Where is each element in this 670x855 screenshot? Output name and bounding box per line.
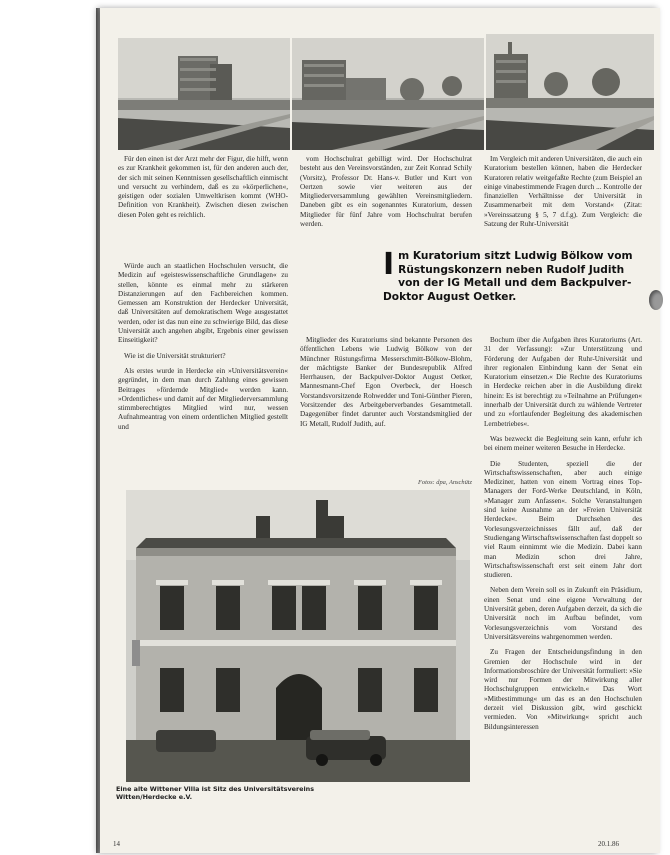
text-column-middle-center [300,336,472,435]
punch-hole [649,290,663,310]
text-column-top-left [118,155,288,226]
paragraph: vom Hochschulrat gebilligt wird. Der Hochschulrat besteht aus den Vereinsvorständen, zur Zeit Konrad Schily (Vorsitz), Professor Dr. Hans-v. Butler und Kurt von Oertzen sowie vier weiteren aus der Mitgliederversammlung gewählten Vereinsmitgliedern. Daneben gibt es ein sogenanntes Kuratorium, dessen Mitglieder für fünf Jahre vom Hochschulrat berufen werden. [300,155,472,229]
paragraph: Bochum über die Aufgaben ihres Kuratoriums (Art. 31 der Verfassung): »Zur Unterstützung und Förderung der Aufgaben der Ruhr-Universität und ihrer regionalen Einbindung kann der Senat ein Kuratorium einsetzen.« Die Rechte des Kuratoriums in Herdecke reichen aber in die Ausbildung direkt hinein: Es ist berechtigt zu »Teilnahme an Prüfungen« innerhalb der Universität durch zu wählende Vertreter und zu »fortlaufender Begleitung des akademischen Lernbetriebes«. [484,336,642,428]
text-column-top-middle [300,155,472,235]
dropcap: I [383,247,395,282]
photo-caption: Eine alte Wittener Villa ist Sitz des Universitätsvereins Witten/Herdecke e.V. [116,785,315,802]
photo-credit: Fotos: dpa, Anschütz [418,479,473,486]
page-edge-mark [132,640,140,666]
paragraph: Als erstes wurde in Herdecke ein »Universitätsverein« gegründet, in dem man durch Zahlung eines gewissen Beitrages »fördernde Mitglied« werden kann. »Ordentliches« und damit auf der Mitgliederversammlung stimmberechtigtes Mitglied wird nur, wessen Aufnahmeantrag von einem ordentlichen Mitglied gestellt und [118,366,288,431]
page-number: 14 [113,840,120,848]
paragraph: Was bezweckt die Begleitung sein kann, erfuhr ich bei einem meiner weiteren Besuche in Herdecke. [484,434,642,453]
paragraph: Im Vergleich mit anderen Universitäten, die auch ein Kuratorium bestellen können, haben die Herdecker Kuratoren relativ weitgefaßte Rechte (zum Beispiel an einige vinabestimmende Fragen durch ... Kontrolle der finanziellen Verhältnisse der Universität in Zusammenarbeit mit dem Vorstand« (Zitat: »Vereinssatzung § 5, 7 d.f.g). Zum Vergleich: die Satzung der Ruhr-Universität [484,155,642,229]
villa-photo [126,490,470,782]
text-column-top-right [484,155,642,235]
paragraph: Für den einen ist der Arzt mehr der Figur, die hilft, wenn es zur Krankheit gekommen ist, für den anderen auch der, der sich mit seinen Kenntnissen gesellschaftlich einmischt und versucht zu verhindern, daß es zu »körperlichen«, geistigen oder sozialen Umweltkrisen kommt (WHO-Definition von Krankheit). Zwischen diesen zwischen diesen Polen geht es reichlich. [118,155,288,219]
paragraph: Die Studenten, speziell die der Wirtschaftswissenschaften, aber auch einige Mediziner, hatten von einem Vortrag eines Top-Managers der Ford-Werke Deutschland, in Köln, »Manager zum Anfassen«. Solche Veranstaltungen sind keine Ausnahme an der »Freien Universität Herdecke«. Beim Durchsehen des Vorlesungsverzeichnisses fällt auf, daß der Studiengang Wirtschaftswissenschaften fast doppelt so viel Raum einnimmt wie die Medizin. Dabei kann man Medizin schon drei Jahre, Wirtschaftswissenschaft erst seit einem Jahr dort studieren. [484,459,642,580]
paragraph: Neben dem Verein soll es in Zukunft ein Präsidium, einen Senat und eine eigene Verwaltung der Universität geben, deren Aufgaben derzeit, da sich die Universität noch im Aufbau befindet, vom Vorlesungsverzeichnis vom Vorstand des Universitätsvereins wahrgenommen werden. [484,586,642,641]
pull-quote [383,247,638,304]
text-column-middle-left [118,262,288,438]
paragraph: Mitglieder des Kuratoriums sind bekannte Personen des öffentlichen Lebens wie Ludwig Bölkow von der Münchner Rüstungsfirma Messerschmitt-Bölkow-Blohm, der mächtigste Banker der Bundesrepublik Alfred Herrhausen, der Backpulver-Doktor August Oetker, Mannesmann-Chef Egon Overbeck, der Hoesch Vorstandsvorsitzende Rohwedder und Toni-Günther Pieren, Vorsitzender des Arbeitgeberverbandes Gesamtmetall. Dagegenüber findet darunter auch Vorstandsmitglied der IG Metall, Rudolf Judith, auf. [300,336,472,428]
text-column-middle-right [484,336,642,738]
paragraph: Würde auch an staatlichen Hochschulen versucht, die Medizin auf »geisteswissenschaftliche Grundlagen« zu stellen, könnte es einmal mehr zu stärkeren Distanzierungen auf den Fachbereichen kommen. Gemessen am Konstruktion der Herdecker Universität, daß Universitäten auf demokratischem Wege ausgestattet werden, oder ist das nun eine zu schwierige Bild, das diese Universität auch angehen abgibt, Ergebnis einer gewissen Einseitigkeit? [118,262,288,345]
pull-quote-text: m Kuratorium sitzt Ludwig Bölkow vom Rüstungskonzern neben Rudolf Judith von der IG Metall und dem Backpulver-Doktor August Oetker. [383,250,633,303]
paragraph: Zu Fragen der Entscheidungsfindung in den Gremien der Hochschule wird in der Informationsbroschüre der Universität formuliert: »Sie wird nur Formen der Mitwirkung aller Hochschulgruppen entwickeln.« Das Wort »Mitbestimmung« um das es an den Hochschulen derzeit viel Diskussion gibt, wird geschickt vermieden. Von »Mitwirkung« spricht auch Bildungsinteressen [484,648,642,731]
top-photo-3 [486,34,654,150]
top-photo-1 [118,38,290,150]
subheading: Wie ist die Universität strukturiert? [124,351,226,360]
top-photo-2 [292,38,484,150]
issue-date: 20.1.86 [598,840,619,848]
